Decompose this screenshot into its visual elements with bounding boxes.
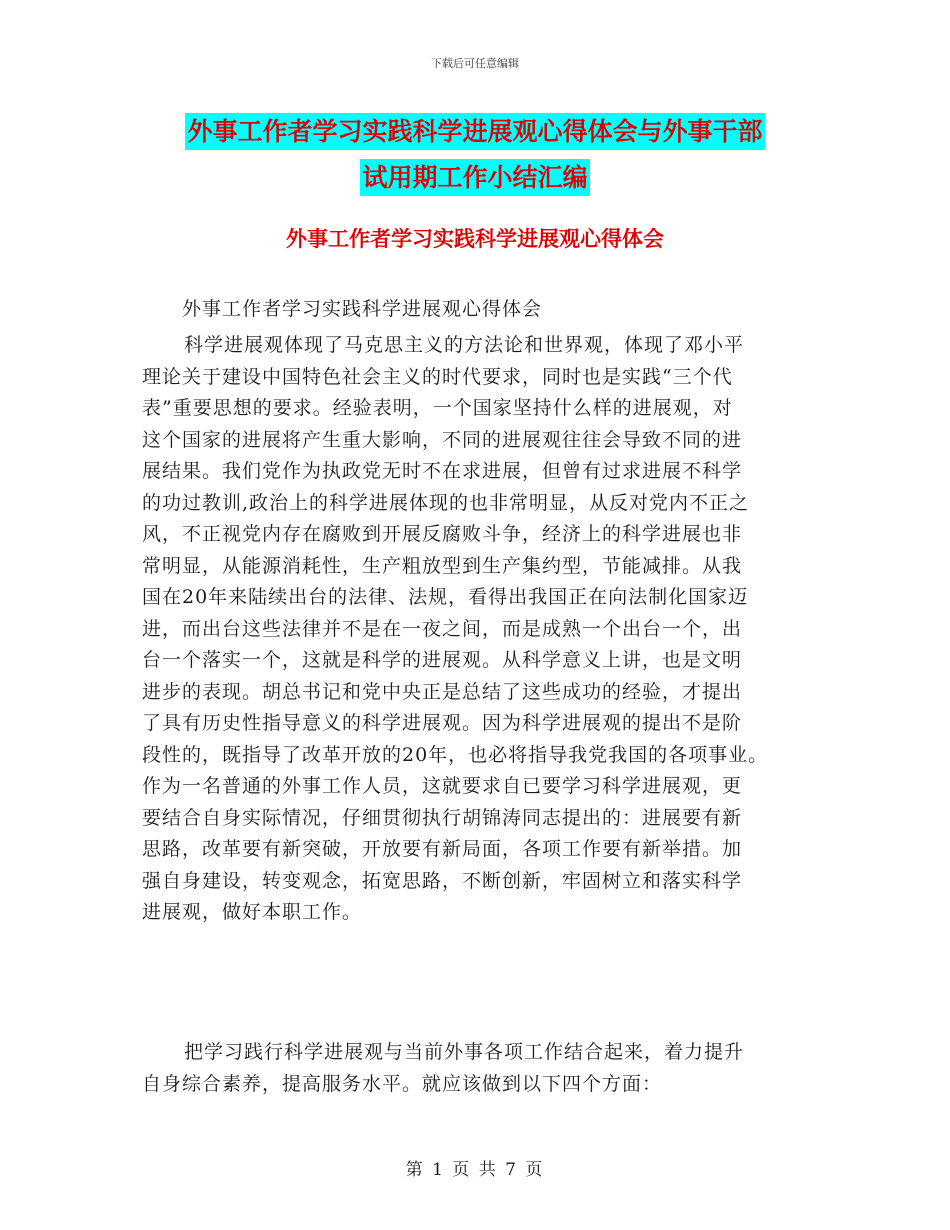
paragraph-line: 这个国家的进展将产生重大影响，不同的进展观往往会导致不同的进 bbox=[142, 428, 743, 451]
paragraph-line: 表”重要思想的要求。经验表明，一个国家坚持什么样的进展观，对 bbox=[142, 397, 733, 419]
paragraph-line: 科学进展观体现了马克思主义的方法论和世界观，体现了邓小平 bbox=[184, 334, 745, 356]
paragraph-line: 展结果。我们党作为执政党无时不在求进展，但曾有过求进展不科学 bbox=[142, 460, 743, 482]
paragraph-line: 风，不正视党内存在腐败到开展反腐败斗争，经济上的科学进展也非 bbox=[142, 523, 743, 545]
document-title-line-2 bbox=[0, 158, 950, 194]
paragraph-line: 思路，改革要有新突破，开放要有新局面，各项工作要有新举措。加 bbox=[142, 838, 743, 860]
paragraph-line: 进展观，做好本职工作。 bbox=[142, 901, 363, 923]
header-note: 下载后可任意编辑 bbox=[431, 57, 519, 70]
paragraph-2 bbox=[142, 1037, 822, 1100]
paragraph-line: 的功过教训,政治上的科学进展体现的也非常明显，从反对党内不正之 bbox=[142, 491, 750, 514]
paragraph-line: 作为一名普通的外事工作人员，这就要求自已要学习科学进展观，更 bbox=[142, 775, 743, 797]
paragraph-line: 理论关于建设中国特色社会主义的时代要求，同时也是实践“三个代 bbox=[142, 365, 733, 388]
paragraph-1 bbox=[142, 330, 822, 929]
paragraph-line: 段性的，既指导了改革开放的20年，也必将指导我党我国的各项事业。 bbox=[142, 743, 769, 766]
paragraph-line: 国在20年来陆续出台的法律、法规，看得出我国正在向法制化国家迈 bbox=[142, 586, 749, 608]
paragraph-line: 常明显，从能源消耗性，生产粗放型到生产集约型，节能减排。从我 bbox=[142, 554, 743, 577]
document-title-line-1 bbox=[0, 112, 950, 148]
document-title-text-1: 外事工作者学习实践科学进展观心得体会与外事干部 bbox=[185, 113, 764, 150]
paragraph-line: 强自身建设，转变观念，拓宽思路，不断创新，牢固树立和落实科学 bbox=[142, 869, 743, 892]
paragraph-line: 了具有历史性指导意义的科学进展观。因为科学进展观的提出不是阶 bbox=[142, 712, 743, 734]
paragraph-line: 要结合自身实际情况，仔细贯彻执行胡锦涛同志提出的：进展要有新 bbox=[142, 806, 743, 829]
paragraph-line: 台一个落实一个，这就是科学的进展观。从科学意义上讲，也是文明 bbox=[142, 649, 743, 671]
paragraph-line: 把学习践行科学进展观与当前外事各项工作结合起来，着力提升 bbox=[184, 1041, 745, 1063]
page-footer: 第 1 页 共 7 页 bbox=[405, 1160, 545, 1180]
paragraph-line: 自身综合素养，提高服务水平。就应该做到以下四个方面： bbox=[142, 1072, 663, 1095]
paragraph-line: 进，而出台这些法律并不是在一夜之间，而是成熟一个出台一个，出 bbox=[142, 617, 743, 640]
paragraph-line: 进步的表现。胡总书记和党中央正是总结了这些成功的经验，才提出 bbox=[142, 680, 743, 703]
document-title-text-2: 试用期工作小结汇编 bbox=[360, 159, 589, 196]
subheading: 外事工作者学习实践科学进展观心得体会 bbox=[182, 298, 543, 320]
section-title: 外事工作者学习实践科学进展观心得体会 bbox=[286, 227, 664, 251]
